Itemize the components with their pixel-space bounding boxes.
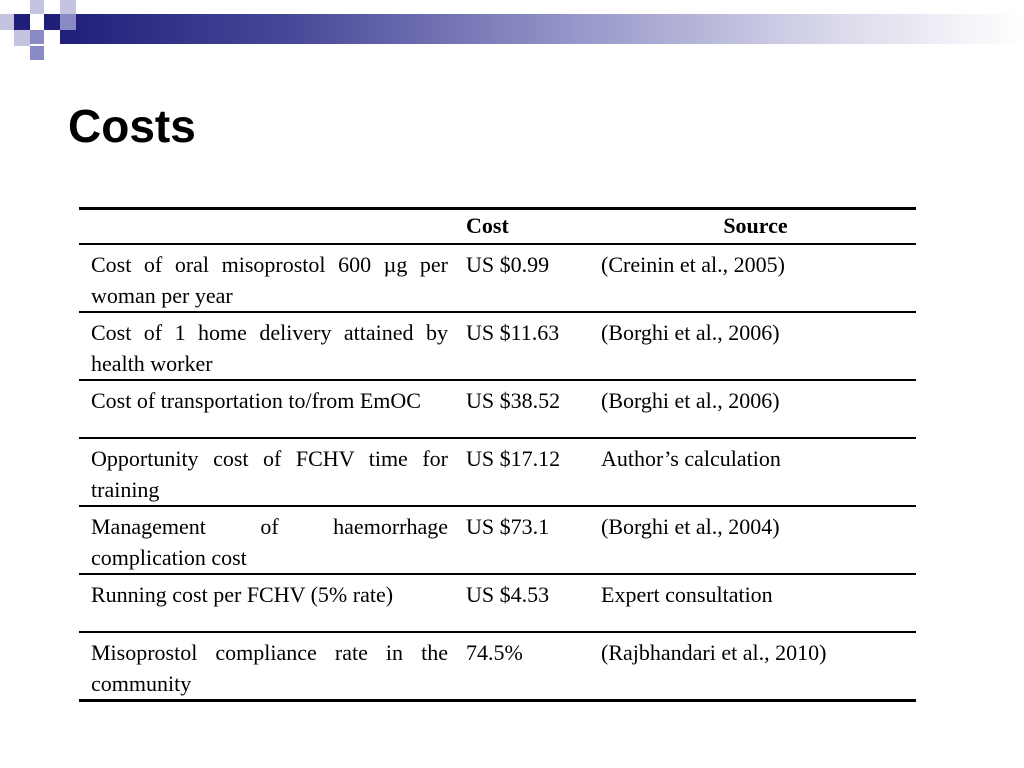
table-row	[79, 574, 916, 632]
row-description: Management of haemorrhage complication cost	[79, 506, 454, 574]
header-gradient-bar	[60, 14, 1024, 44]
row-cost: US $4.53	[454, 574, 589, 632]
deco-square	[30, 46, 44, 60]
row-cost: US $38.52	[454, 380, 589, 438]
row-cost: 74.5%	[454, 632, 589, 701]
costs-table	[79, 207, 916, 702]
row-source: Author’s calculation	[589, 438, 916, 506]
table-row	[79, 244, 916, 312]
deco-square	[14, 14, 30, 30]
deco-square	[60, 14, 76, 30]
row-source: (Borghi et al., 2004)	[589, 506, 916, 574]
deco-square	[30, 30, 44, 44]
header-decoration	[0, 0, 1024, 64]
deco-square	[44, 14, 60, 30]
row-source: (Borghi et al., 2006)	[589, 380, 916, 438]
row-description: Running cost per FCHV (5% rate)	[79, 574, 454, 632]
row-cost: US $17.12	[454, 438, 589, 506]
table-row	[79, 632, 916, 701]
row-description: Cost of oral misoprostol 600 µg per woman per year	[79, 244, 454, 312]
row-cost: US $73.1	[454, 506, 589, 574]
row-cost: US $11.63	[454, 312, 589, 380]
row-description: Opportunity cost of FCHV time for training	[79, 438, 454, 506]
row-description: Misoprostol compliance rate in the community	[79, 632, 454, 701]
table-row	[79, 380, 916, 438]
deco-square	[44, 0, 60, 14]
row-source: (Rajbhandari et al., 2010)	[589, 632, 916, 701]
deco-square	[14, 30, 30, 46]
header-description	[79, 209, 454, 245]
row-description: Cost of transportation to/from EmOC	[79, 380, 454, 438]
deco-square	[0, 14, 14, 30]
header-source: Source	[589, 209, 916, 245]
row-source: (Creinin et al., 2005)	[589, 244, 916, 312]
row-source: (Borghi et al., 2006)	[589, 312, 916, 380]
table-row	[79, 438, 916, 506]
page-title: Costs	[68, 100, 196, 152]
deco-square	[30, 0, 44, 14]
header-cost: Cost	[454, 209, 589, 245]
table-row	[79, 506, 916, 574]
deco-square	[60, 0, 76, 14]
row-description: Cost of 1 home delivery attained by health worker	[79, 312, 454, 380]
table-row	[79, 312, 916, 380]
row-cost: US $0.99	[454, 244, 589, 312]
row-source: Expert consultation	[589, 574, 916, 632]
table-header-row	[79, 209, 916, 245]
